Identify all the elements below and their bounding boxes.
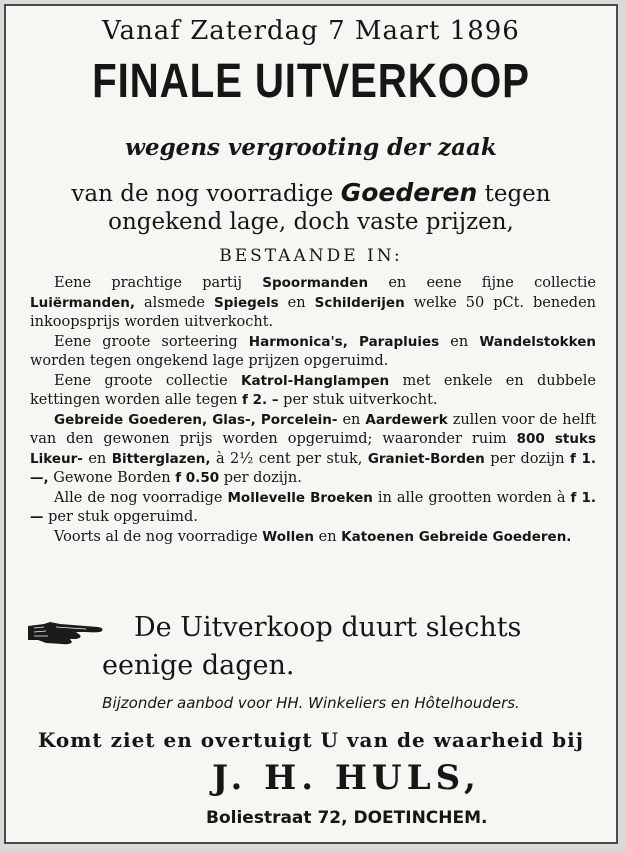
body-text: per dozijn (484, 450, 571, 467)
bold-term: Gebreide Goederen, Glas-, Porcelein- (54, 411, 338, 428)
body-text: worden tegen ongekend lage prijzen opgeruimd. (30, 353, 389, 369)
advertisement (4, 4, 618, 844)
body-text: en (278, 294, 315, 311)
goods-line (6, 178, 616, 207)
goods-line-pre: van de nog voorradige (71, 181, 341, 207)
goods-word: Goederen (340, 178, 478, 207)
body-text: in alle grootten worden à (372, 489, 571, 506)
bold-term: Katrol-Hanglampen (241, 372, 390, 389)
body-text: Voorts al de nog voorradige (54, 528, 263, 545)
ad-subtitle: wegens vergrooting der zaak (125, 134, 497, 161)
bold-term: f 0.50 (175, 470, 220, 486)
bold-term: Bitterglazen, (111, 450, 211, 467)
bold-term: Wandelstokken (479, 333, 597, 350)
bold-term: Harmonica's, Parapluies (248, 333, 440, 350)
bold-term: Wollen (262, 528, 315, 545)
body-text: met enkele en dubbele kettingen worden alle tegen (30, 372, 596, 408)
consisting-heading: BESTAANDE IN: (219, 246, 403, 266)
bold-term: Spoormanden (262, 275, 369, 291)
body-text: à 2½ cent per stuk, (210, 450, 368, 467)
bold-term: f 1.— (30, 489, 596, 525)
paragraph-lamps (30, 372, 596, 411)
paragraph-trousers (30, 489, 596, 528)
bold-term: Aardewerk (365, 411, 448, 428)
body-text: en (439, 333, 480, 350)
body-text: Alle de nog voorradige (54, 489, 228, 506)
merchant-address: Boliestraat 72, DOETINCHEM. (206, 808, 488, 828)
body-text: en (337, 411, 366, 428)
special-offer: Bijzonder aanbod voor HH. Winkeliers en Hôtelhouders. (102, 694, 520, 712)
ad-body (30, 274, 596, 547)
body-text: per stuk opgeruimd. (43, 509, 198, 525)
body-text: Eene prachtige partij (54, 275, 263, 291)
body-text: Eene groote collectie (54, 372, 242, 389)
prices-line: ongekend lage, doch vaste prijzen, (108, 209, 514, 235)
body-text: en eene fijne collectie (368, 275, 596, 291)
bold-term: Luiërmanden, (30, 294, 136, 311)
bold-term: Graniet-Borden (367, 450, 485, 467)
paragraph-harmonicas (30, 333, 596, 372)
paragraph-baskets (30, 274, 596, 333)
body-text: zullen voor de helft van den gewonen prijs worden opgeruimd; waaronder ruim (30, 411, 597, 447)
bold-term: 800 stuks Likeur- (30, 431, 596, 467)
body-text: alsmede (135, 294, 214, 311)
bold-term: Mollevelle Broeken (227, 489, 373, 506)
goods-line-post: tegen (477, 181, 551, 207)
body-text: per dozijn. (219, 470, 302, 486)
date-line: Vanaf Zaterdag 7 Maart 1896 (102, 16, 520, 46)
bold-term: Spiegels (213, 294, 279, 311)
paragraph-glassware (30, 411, 596, 489)
bold-term: Schilderijen (314, 294, 405, 311)
merchant-name: J. H. HULS, (212, 758, 481, 798)
body-text: per stuk uitverkocht. (278, 392, 438, 408)
body-text: welke 50 pCt. beneden inkoopsprijs worden uitverkocht. (30, 294, 597, 330)
bold-term: f 2. – (242, 392, 279, 408)
duration-line-2: eenige dagen. (102, 650, 295, 681)
body-text: Gewone Borden (48, 470, 176, 486)
invitation-line: Komt ziet en overtuigt U van de waarheid bij (37, 728, 584, 752)
body-text: en (82, 450, 112, 467)
body-text: Eene groote sorteering (54, 333, 249, 350)
pointing-hand-icon (26, 618, 106, 646)
bold-term: Katoenen Gebreide Goederen. (341, 528, 572, 545)
body-text: en (314, 528, 342, 545)
bold-term: f 1.—, (30, 450, 596, 486)
duration-line-1: De Uitverkoop duurt slechts (134, 612, 522, 643)
ad-title: FINALE UITVERKOOP (92, 55, 530, 108)
paragraph-knitwear (30, 528, 596, 548)
